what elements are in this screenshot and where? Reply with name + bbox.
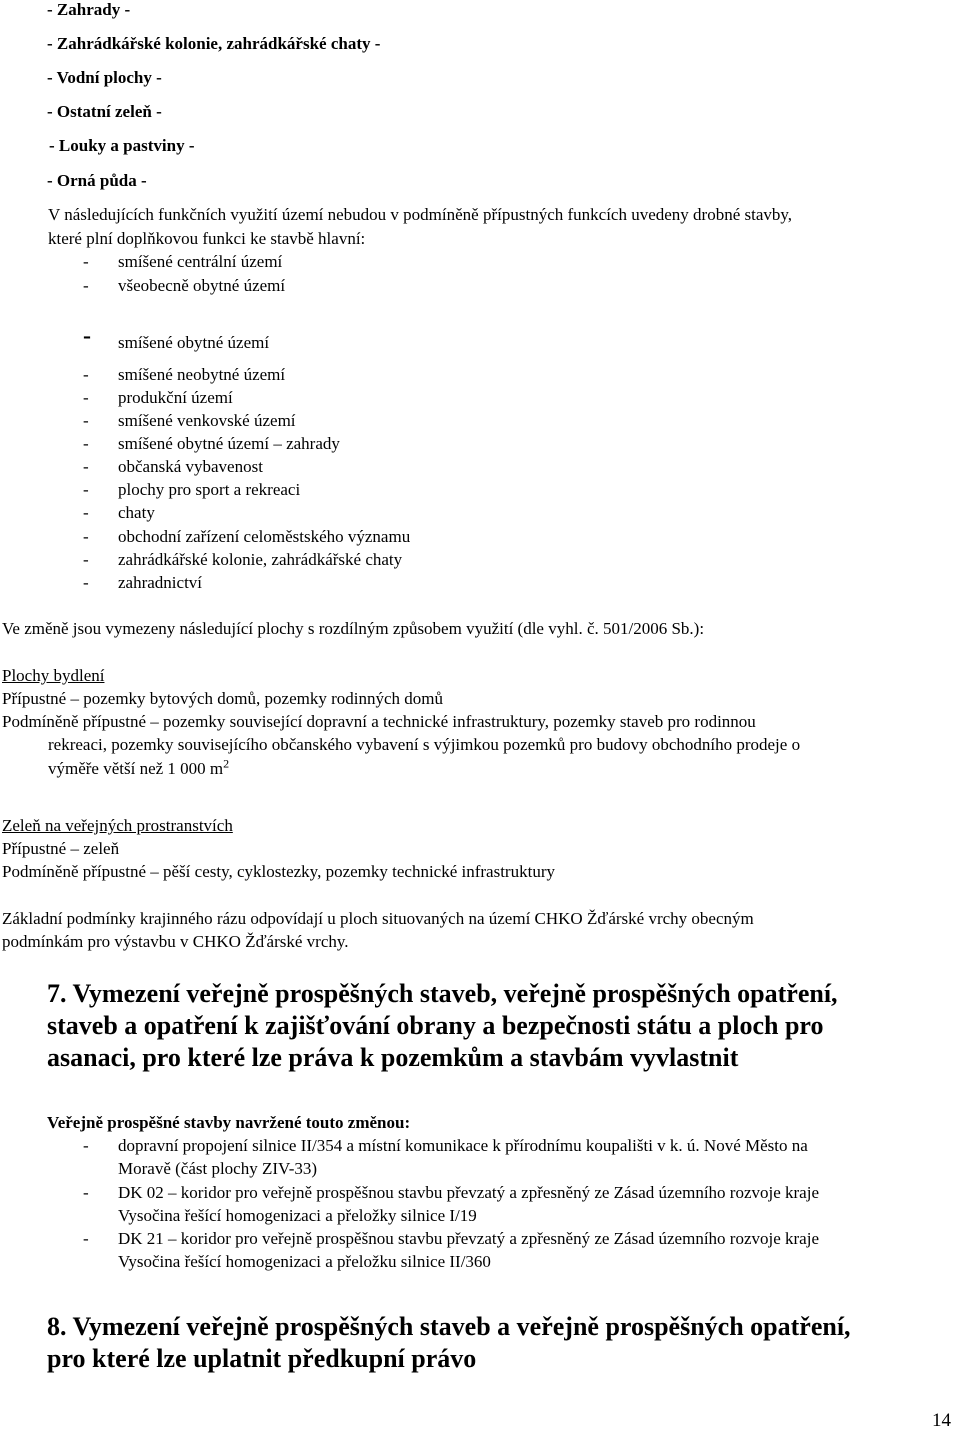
bullet-dash: -	[83, 434, 89, 453]
bullet-dash: -	[83, 411, 89, 430]
function-item: zahradnictví	[118, 573, 203, 592]
bullet-dash: -	[83, 365, 89, 384]
bullet-dash: -	[83, 527, 89, 546]
function-item: smíšené obytné území – zahrady	[118, 434, 340, 453]
intro-line: V následujících funkčních využití území nebudou v podmíněně přípustných funkcích uvedeny drobné stavby,	[48, 205, 793, 224]
function-item: obchodní zařízení celoměstského významu	[118, 527, 411, 546]
bullet-dash: -	[83, 480, 89, 499]
housing-conditional: rekreaci, pozemky souvisejícího občanského vybavení s výjimkou pozemků pro budovy obchodního prodeje o	[48, 735, 801, 754]
top-list-item: - Ostatní zeleň -	[47, 102, 162, 121]
top-list-item: - Zahrádkářské kolonie, zahrádkářské chaty -	[47, 34, 381, 53]
bullet-dash: -	[83, 457, 89, 476]
function-item: zahrádkářské kolonie, zahrádkářské chaty	[118, 550, 403, 569]
housing-heading: Plochy bydlení	[2, 666, 105, 685]
section-7-subheading: Veřejně prospěšné stavby navržené touto změnou:	[47, 1113, 411, 1132]
bullet-dash: -	[83, 550, 89, 569]
section-7-heading: staveb a opatření k zajišťování obrany a bezpečnosti státu a ploch pro	[47, 1011, 824, 1040]
bullet-dash: -	[83, 276, 89, 295]
housing-permitted: Přípustné – pozemky bytových domů, pozemky rodinných domů	[2, 689, 443, 708]
greenery-conditional: Podmíněně přípustné – pěší cesty, cyklostezky, pozemky technické infrastruktury	[2, 862, 555, 881]
vps-item: Vysočina řešící homogenizaci a přeložky silnice I/19	[118, 1206, 477, 1225]
function-item: plochy pro sport a rekreaci	[118, 480, 301, 499]
bullet-dash: -	[83, 573, 89, 592]
bullet-dash: -	[83, 252, 89, 271]
function-item: chaty	[118, 503, 155, 522]
vps-item: Moravě (část plochy ZIV-33)	[118, 1159, 318, 1178]
vps-item: dopravní propojení silnice II/354 a místní komunikace k přírodnímu koupališti v k. ú. Nové Město na	[118, 1136, 808, 1155]
vps-item: DK 21 – koridor pro veřejně prospěšnou stavbu převzatý a zpřesněný ze Zásad územního rozvoje kraje	[118, 1229, 820, 1248]
housing-conditional-text: výměře větší než 1 000 m	[48, 759, 224, 778]
intro-line: které plní doplňkovou funkci ke stavbě hlavní:	[48, 229, 366, 248]
function-item: všeobecně obytné území	[118, 276, 286, 295]
function-item: produkční území	[118, 388, 233, 407]
greenery-heading: Zeleň na veřejných prostranstvích	[2, 816, 233, 835]
chko-text: Základní podmínky krajinného rázu odpovídají u ploch situovaných na území CHKO Žďárské vrchy obecným	[2, 909, 754, 928]
top-list-item: - Orná půda -	[47, 171, 147, 190]
change-intro: Ve změně jsou vymezeny následující plochy s rozdílným způsobem využití (dle vyhl. č. 501/2006 Sb.):	[2, 619, 705, 638]
top-list-item: - Louky a pastviny -	[49, 136, 195, 155]
section-7-heading: 7. Vymezení veřejně prospěšných staveb, veřejně prospěšných opatření,	[47, 979, 838, 1008]
function-item: smíšené venkovské území	[118, 411, 296, 430]
vps-item: DK 02 – koridor pro veřejně prospěšnou stavbu převzatý a zpřesněný ze Zásad územního rozvoje kraje	[118, 1183, 820, 1202]
section-8-heading: 8. Vymezení veřejně prospěšných staveb a veřejně prospěšných opatření,	[47, 1312, 851, 1341]
function-item: smíšené neobytné území	[118, 365, 286, 384]
housing-conditional: Podmíněně přípustné – pozemky související dopravní a technické infrastruktury, pozemky staveb pro rodinnou	[2, 712, 756, 731]
section-8-heading: pro které lze uplatnit předkupní právo	[47, 1344, 477, 1373]
function-item: smíšené centrální území	[118, 252, 283, 271]
bullet-dash: -	[83, 1136, 89, 1155]
vps-item: Vysočina řešící homogenizaci a přeložku silnice II/360	[118, 1252, 491, 1271]
bullet-dash: -	[83, 503, 89, 522]
bullet-dash: -	[83, 388, 89, 407]
bullet-dash: -	[83, 1229, 89, 1248]
top-list-item: - Zahrady -	[47, 0, 131, 19]
section-7-heading: asanaci, pro které lze práva k pozemkům a stavbám vyvlastnit	[47, 1043, 739, 1072]
bullet-dash: -	[83, 1183, 89, 1202]
superscript: 2	[223, 756, 230, 771]
chko-text: podmínkám pro výstavbu v CHKO Žďárské vrchy.	[2, 932, 349, 951]
function-item: smíšené obytné území	[118, 333, 270, 352]
greenery-permitted: Přípustné – zeleň	[2, 839, 120, 858]
page-number: 14	[932, 1410, 951, 1431]
bullet-dash: -	[83, 323, 91, 349]
housing-conditional	[48, 756, 230, 779]
top-list-item: - Vodní plochy -	[47, 68, 162, 87]
function-item: občanská vybavenost	[118, 457, 263, 476]
